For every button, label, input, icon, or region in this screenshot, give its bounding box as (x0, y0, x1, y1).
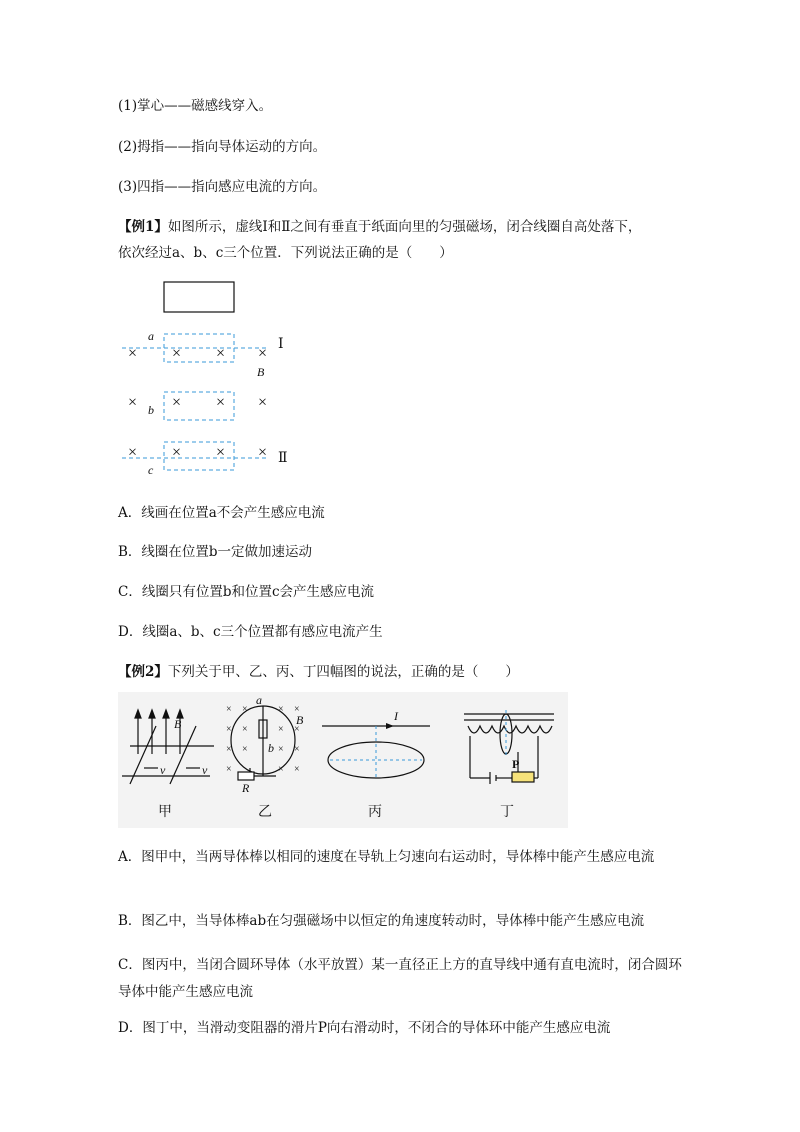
example2-option-b: B．图乙中，当导体棒ab在匀强磁场中以恒定的角速度转动时，导体棒中能产生感应电流 (118, 913, 645, 929)
field-cross: × (278, 744, 284, 755)
jia-label-B: B (174, 717, 182, 731)
rule-fingers: (3)四指——指向感应电流的方向。 (118, 179, 327, 195)
jia-label-v2: v (202, 763, 208, 777)
example2-stem (118, 662, 519, 682)
field-cross: × (128, 345, 138, 362)
bing-label-I: I (394, 709, 398, 723)
field-cross: × (258, 444, 268, 461)
field-cross: × (226, 764, 232, 775)
yi-label-b: b (268, 741, 274, 755)
caption-ding: 丁 (500, 805, 514, 820)
boundary-label-1: Ⅰ (278, 337, 284, 352)
field-cross: × (128, 394, 138, 411)
example2-option-a: A．图甲中，当两导体棒以相同的速度在导轨上匀速向右运动时，导体棒中能产生感应电流 (118, 849, 655, 865)
label-B: B (257, 365, 265, 379)
field-cross: × (226, 724, 232, 735)
caption-yi: 乙 (258, 805, 272, 820)
field-cross: × (278, 724, 284, 735)
example1-option-a: A．线画在位置a不会产生感应电流 (118, 505, 325, 521)
field-cross: × (172, 345, 182, 362)
example2-stem-text: 下列关于甲、乙、丙、丁四幅图的说法，正确的是（ ） (167, 664, 519, 680)
field-cross: × (216, 394, 226, 411)
example2-option-d: D．图丁中，当滑动变阻器的滑片P向右滑动时，不闭合的导体环中能产生感应电流 (118, 1020, 611, 1036)
label-a: a (148, 329, 154, 343)
ding-label-P: P (512, 757, 520, 771)
yi-label-a: a (256, 693, 262, 707)
field-cross: × (172, 394, 182, 411)
field-cross: × (294, 744, 300, 755)
label-b: b (148, 403, 154, 417)
field-cross: × (226, 744, 232, 755)
caption-bing: 丙 (368, 805, 382, 820)
example1-option-c: C．线圈只有位置b和位置c会产生感应电流 (118, 584, 375, 600)
field-cross: × (242, 724, 248, 735)
example1-stem-text1: 如图所示，虚线Ⅰ和Ⅱ之间有垂直于纸面向里的匀强磁场，闭合线圈自高处落下， (167, 219, 642, 235)
field-cross: × (278, 704, 284, 715)
example1-figure (118, 276, 308, 476)
example2-tag: 【例2】 (118, 664, 168, 680)
yi-label-B: B (296, 713, 304, 727)
field-cross: × (294, 724, 300, 735)
caption-jia: 甲 (158, 805, 172, 820)
example1-option-d: D．线圈a、b、c三个位置都有感应电流产生 (118, 624, 383, 640)
example1-stem-line2: 依次经过a、b、c三个位置．下列说法正确的是（ ） (118, 245, 453, 261)
field-cross: × (216, 345, 226, 362)
field-cross: × (242, 704, 248, 715)
jia-label-v1: v (160, 763, 166, 777)
field-cross: × (216, 444, 226, 461)
field-cross: × (242, 744, 248, 755)
field-cross: × (258, 394, 268, 411)
field-cross: × (294, 704, 300, 715)
field-cross: × (278, 764, 284, 775)
field-cross: × (258, 345, 268, 362)
example1-option-b: B．线圈在位置b一定做加速运动 (118, 544, 313, 560)
label-c: c (148, 463, 154, 476)
example2-option-c: C．图丙中，当闭合圆环导体（水平放置）某一直径正上方的直导线中通有直电流时，闭合圆环导体中能产生感应电流 (118, 957, 682, 1000)
field-cross: × (226, 704, 232, 715)
field-cross: × (172, 444, 182, 461)
rule-thumb: (2)拇指——指向导体运动的方向。 (118, 139, 327, 155)
example1-stem-line1 (118, 217, 641, 237)
yi-label-R: R (242, 781, 250, 795)
example1-tag: 【例1】 (118, 219, 168, 235)
example2-figure (118, 692, 568, 828)
coil-top (164, 282, 234, 312)
boundary-label-2: Ⅱ (278, 451, 288, 466)
field-cross: × (128, 444, 138, 461)
field-cross: × (294, 764, 300, 775)
rule-palm: (1)掌心——磁感线穿入。 (118, 98, 273, 114)
